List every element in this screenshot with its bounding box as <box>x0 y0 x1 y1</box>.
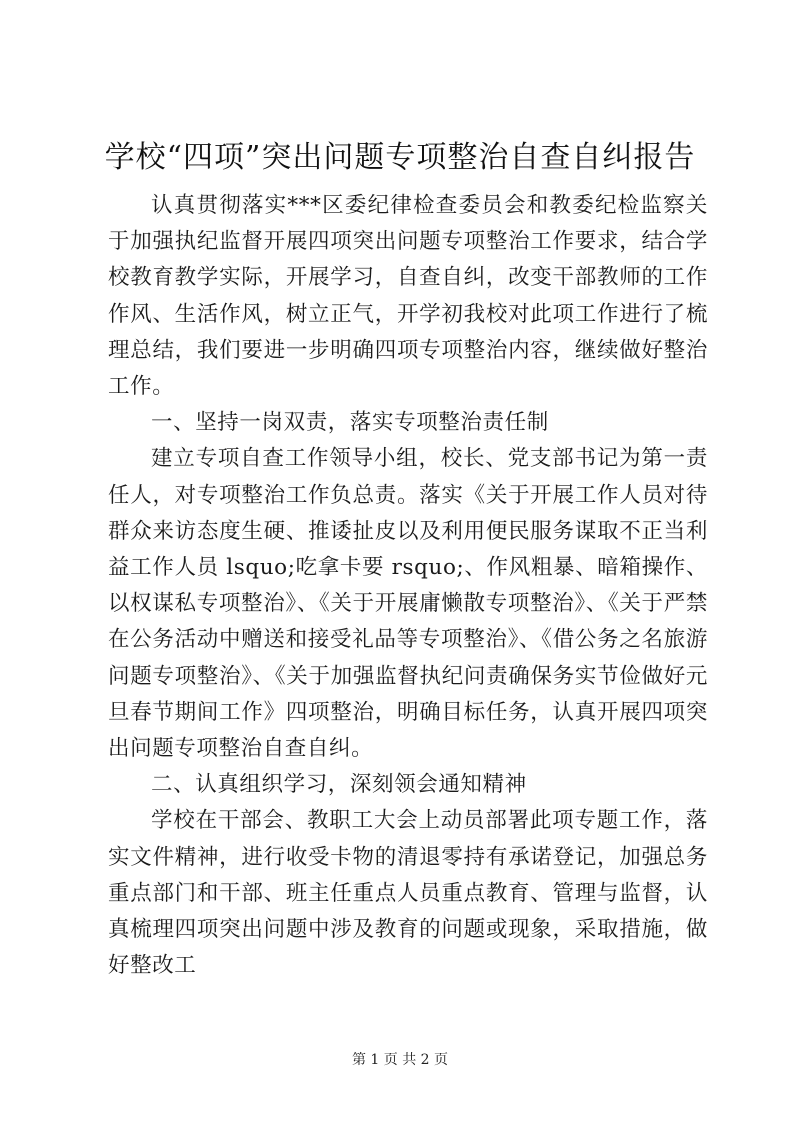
page-footer: 第 1 页 共 2 页 <box>351 1052 449 1068</box>
section-2-paragraph: 学校在干部会、教职工大会上动员部署此项专题工作，落实文件精神，进行收受卡物的清退零持有承诺登记，加强总务重点部门和干部、班主任重点人员重点教育、管理与监督，认真梳理四项突出问题中涉及教育的问题或现象，采取措施，做好整改工 <box>108 808 708 979</box>
section-1-heading: 一、坚持一岗双责，落实专项整治责任制 <box>151 410 549 436</box>
intro-paragraph: 认真贯彻落实***区委纪律检查委员会和教委纪检监察关于加强执纪监督开展四项突出问题专项整治工作要求，结合学校教育教学实际，开展学习，自查自纠，改变干部教师的工作作风、生活作风，树立正气，开学初我校对此项工作进行了梳理总结，我们要进一步明确四项专项整治内容，继续做好整治工作。 <box>108 193 708 400</box>
document-title: 学校“四项”突出问题专项整治自查自纠报告 <box>104 140 696 175</box>
document-body <box>108 188 708 984</box>
section-2-heading: 二、认真组织学习，深刻领会通知精神 <box>151 772 527 798</box>
section-1-paragraph: 建立专项自查工作领导小组，校长、党支部书记为第一责任人，对专项整治工作负总责。落实《关于开展工作人员对待群众来访态度生硬、推诿扯皮以及利用便民服务谋取不正当利益工作人员 lsquo;吃拿卡要 rsquo;、作风粗暴、暗箱操作、以权谋私专项整治》、《关于开展庸懒散专项整治》、《关于严禁在公务活动中赠送和接受礼品等专项整治》、《借公务之名旅游问题专项整治》、《关于加强监督执纪问责确保务实节俭做好元旦春节期间工作》四项整治，明确目标任务，认真开展四项突出问题专项整治自查自纠。 <box>108 446 708 762</box>
